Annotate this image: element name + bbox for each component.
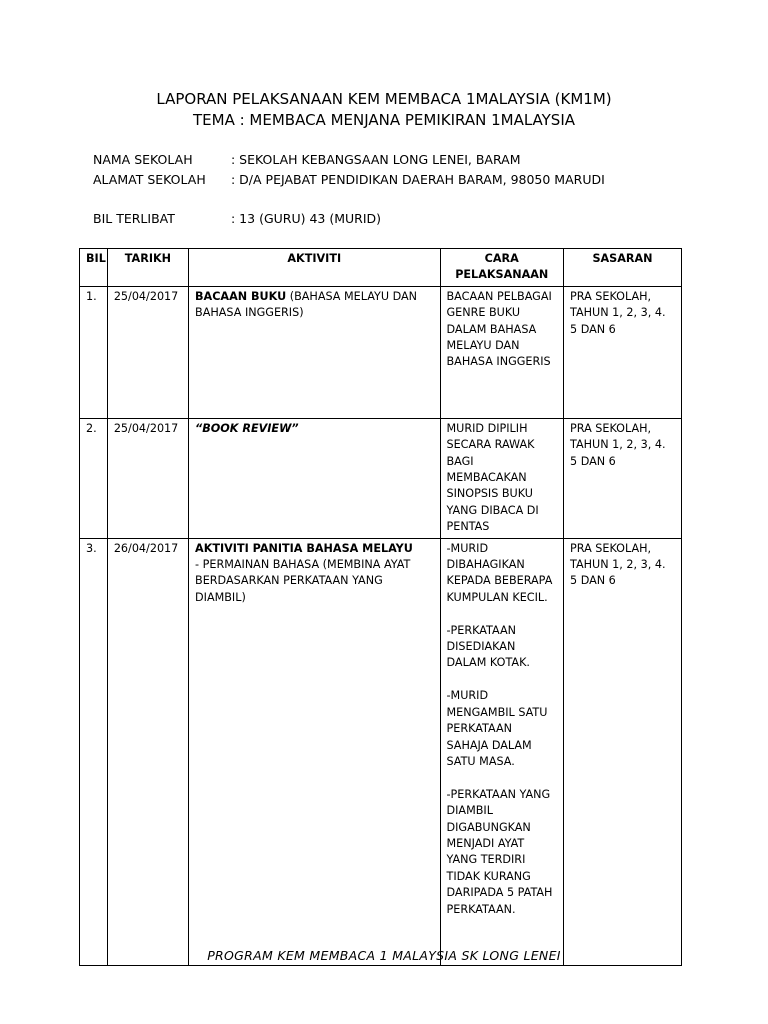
- participants-line: [93, 211, 381, 226]
- header-cara: CARA PELAKSANAAN: [440, 249, 564, 287]
- row-tarikh: 25/04/2017: [107, 418, 188, 538]
- table-row: [80, 286, 682, 418]
- activity-title: BACAAN BUKU: [195, 289, 287, 303]
- activity-table: [79, 248, 682, 966]
- row-tarikh: 25/04/2017: [107, 286, 188, 418]
- school-address-value: : D/A PEJABAT PENDIDIKAN DAERAH BARAM, 98050 MARUDI: [231, 172, 605, 187]
- school-address-line: [93, 172, 605, 187]
- school-name-label: NAMA SEKOLAH: [93, 152, 193, 167]
- participants-value: : 13 (GURU) 43 (MURID): [231, 211, 382, 226]
- row-bil: 3.: [80, 538, 108, 965]
- header-tarikh: TARIKH: [107, 249, 188, 287]
- table-header-row: [80, 249, 682, 287]
- participants-label: BIL TERLIBAT: [93, 211, 175, 226]
- row-sasaran: PRA SEKOLAH, TAHUN 1, 2, 3, 4. 5 DAN 6: [564, 286, 682, 418]
- row-bil: 1.: [80, 286, 108, 418]
- activity-title: AKTIVITI PANITIA BAHASA MELAYU: [195, 541, 413, 555]
- page-footer: PROGRAM KEM MEMBACA 1 MALAYSIA SK LONG LENEI: [207, 948, 561, 963]
- row-tarikh: 26/04/2017: [107, 538, 188, 965]
- method-step: -PERKATAAN DISEDIAKAN DALAM KOTAK.: [446, 623, 530, 670]
- activity-detail: - PERMAINAN BAHASA (MEMBINA AYAT BERDASARKAN PERKATAAN YANG DIAMBIL): [195, 558, 411, 604]
- header-sasaran: SASARAN: [564, 249, 682, 287]
- method-step: -MURID DIBAHAGIKAN KEPADA BEBERAPA KUMPULAN KECIL.: [446, 541, 553, 604]
- school-name-value: : SEKOLAH KEBANGSAAN LONG LENEI, BARAM: [231, 152, 521, 167]
- report-title: LAPORAN PELAKSANAAN KEM MEMBACA 1MALAYSIA (KM1M): [156, 90, 612, 108]
- table-row: [80, 538, 682, 965]
- header-bil: BIL: [80, 249, 108, 287]
- method-text: MURID DIPILIH SECARA RAWAK BAGI MEMBACAKAN SINOPSIS BUKU YANG DIBACA DI PENTAS: [446, 421, 539, 534]
- method-step: -PERKATAAN YANG DIAMBIL DIGABUNGKAN MENJADI AYAT YANG TERDIRI TIDAK KURANG DARIPADA 5 PATAH PERKATAAN.: [446, 787, 553, 916]
- school-address-label: ALAMAT SEKOLAH: [93, 172, 206, 187]
- row-sasaran: PRA SEKOLAH, TAHUN 1, 2, 3, 4. 5 DAN 6: [564, 418, 682, 538]
- report-theme: TEMA : MEMBACA MENJANA PEMIKIRAN 1MALAYSIA: [192, 111, 576, 129]
- row-cara: [440, 286, 564, 418]
- row-cara: [440, 418, 564, 538]
- table-row: [80, 418, 682, 538]
- row-bil: 2.: [80, 418, 108, 538]
- header-aktiviti: AKTIVITI: [189, 249, 440, 287]
- school-name-line: [93, 152, 521, 167]
- row-aktiviti: [189, 418, 440, 538]
- activity-title: “BOOK REVIEW”: [195, 421, 299, 435]
- method-step: -MURID MENGAMBIL SATU PERKATAAN SAHAJA DALAM SATU MASA.: [446, 689, 548, 768]
- row-sasaran: PRA SEKOLAH, TAHUN 1, 2, 3, 4. 5 DAN 6: [564, 538, 682, 965]
- row-aktiviti: [189, 286, 440, 418]
- method-text: BACAAN PELBAGAI GENRE BUKU DALAM BAHASA MELAYU DAN BAHASA INGGERIS: [446, 289, 552, 369]
- row-cara: [440, 538, 564, 965]
- activity-detail: (BAHASA MELAYU DAN BAHASA INGGERIS): [195, 289, 418, 320]
- row-aktiviti: [189, 538, 440, 965]
